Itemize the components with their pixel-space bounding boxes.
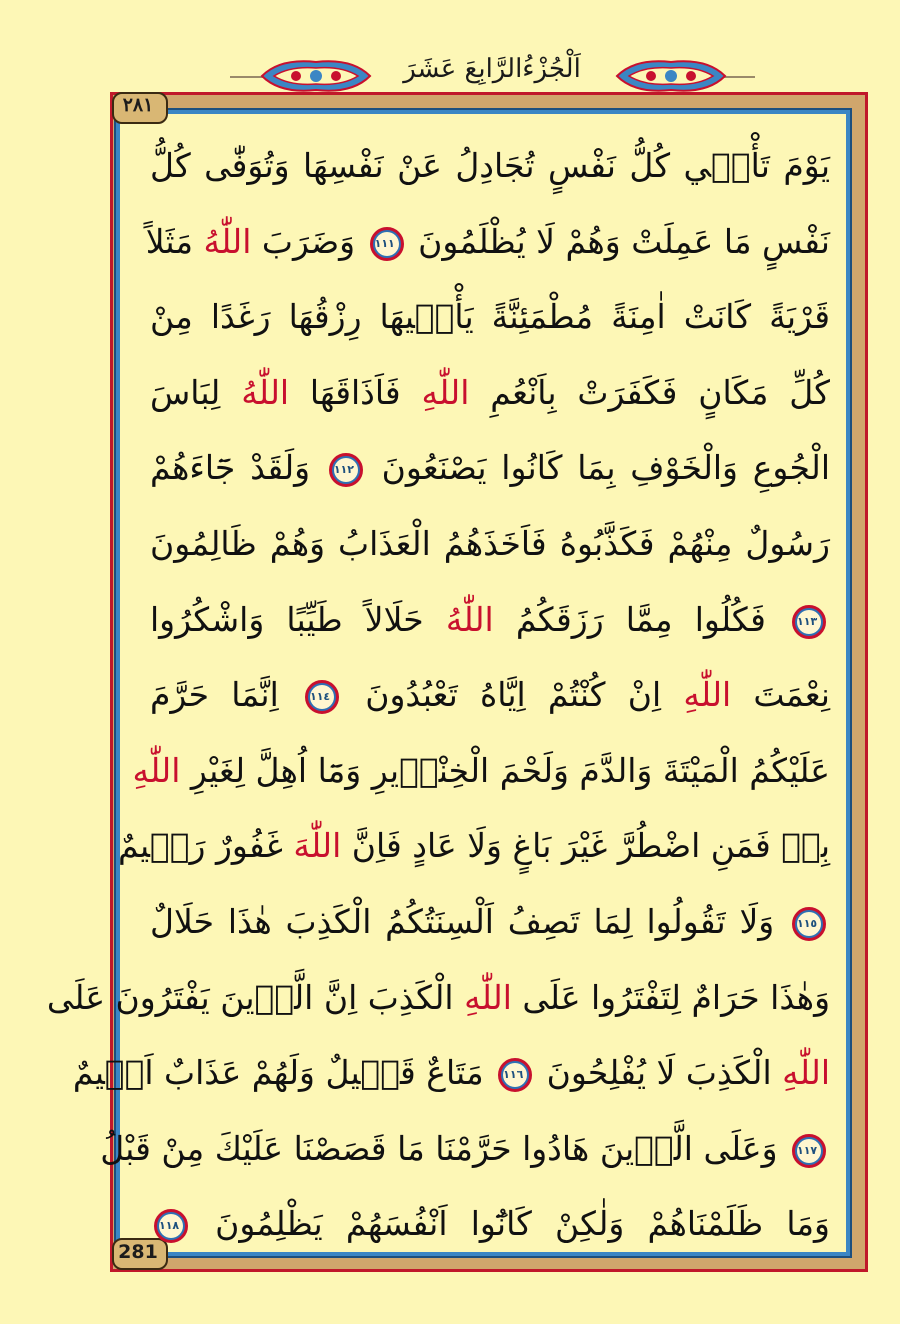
text-segment: وَعَلَى الَّذ۪ينَ هَادُوا حَرَّمْنَا مَا قَصَصْنَا عَلَيْكَ مِنْ قَبْلُ xyxy=(100,1128,788,1168)
text-line-2 xyxy=(145,204,830,280)
text-segment: اِنَّمَا حَرَّمَ xyxy=(150,675,301,715)
text-segment: نِعْمَتَ xyxy=(731,675,830,715)
text-segment: بِه۪ فَمَنِ اضْطُرَّ غَيْرَ بَاغٍ وَلَا عَادٍ فَاِنَّ xyxy=(341,826,830,866)
text-line-15 xyxy=(150,1186,830,1262)
text-segment: رَسُولٌ مِنْهُمْ فَكَذَّبُوهُ فَاَخَذَهُمُ الْعَذَابُ وَهُمْ ظَالِمُونَ xyxy=(150,523,830,563)
text-segment: الْكَذِبَ لَا يُفْلِحُونَ xyxy=(536,1053,783,1093)
text-segment: نَفْسٍ مَا عَمِلَتْ وَهُمْ لَا يُظْلَمُونَ xyxy=(407,221,830,261)
text-segment: وَمَا ظَلَمْنَاهُمْ وَلٰكِنْ كَانُٓوا اَنْفُسَهُمْ يَظْلِمُونَ xyxy=(192,1204,830,1244)
header-ornament-left-icon xyxy=(260,56,372,96)
verse-number: ١١٧ xyxy=(797,1139,821,1163)
text-line-5 xyxy=(150,430,830,506)
divine-name: اللّٰهُ xyxy=(203,221,252,261)
text-line-10 xyxy=(118,808,830,884)
text-line-6 xyxy=(150,506,830,582)
text-line-7 xyxy=(150,582,830,658)
divine-name: اللّٰهُ xyxy=(445,599,494,639)
text-segment: الْجُوعِ وَالْخَوْفِ بِمَا كَانُوا يَصْنَعُونَ xyxy=(366,448,831,488)
verse-end-marker-icon xyxy=(792,605,826,639)
verse-number: ١١٨ xyxy=(159,1214,183,1238)
text-segment: قَرْيَةً كَانَتْ اٰمِنَةً مُطْمَئِنَّةً يَأْت۪يهَا رِزْقُهَا رَغَدًا مِنْ xyxy=(150,297,830,337)
text-line-8 xyxy=(150,657,830,733)
text-line-11 xyxy=(150,884,830,960)
divine-name: اللّٰهُ xyxy=(241,372,290,412)
text-segment: حَلَالاً طَيِّبًا وَاشْكُرُوا xyxy=(150,599,446,639)
juz-title: اَلْجُزْءُالرَّابِعَ عَشَرَ xyxy=(403,54,581,84)
text-segment: الْكَذِبَ اِنَّ الَّذ۪ينَ يَفْتَرُونَ عَلَى xyxy=(46,977,465,1017)
text-segment: وَلَقَدْ جَٓاءَهُمْ xyxy=(150,448,325,488)
verse-end-marker-icon xyxy=(329,453,363,487)
verse-number: ١١٢ xyxy=(334,458,358,482)
text-segment: مَثَلاً xyxy=(145,221,204,261)
text-segment: وَلَا تَقُولُوا لِمَا تَصِفُ اَلْسِنَتُكُمُ الْكَذِبَ هٰذَا حَلَالٌ xyxy=(150,901,788,941)
divine-name: اللّٰهِ xyxy=(132,750,181,790)
text-line-3 xyxy=(150,279,830,355)
text-segment: فَكُلُوا مِمَّا رَزَقَكُمُ xyxy=(493,599,789,639)
text-segment: وَهٰذَا حَرَامٌ لِتَفْتَرُوا عَلَى xyxy=(511,977,830,1017)
text-segment: وَضَرَبَ xyxy=(251,221,366,261)
divine-name: اللّٰهِ xyxy=(683,675,732,715)
verse-number: ١١٣ xyxy=(797,610,821,634)
text-segment: لِبَاسَ xyxy=(150,372,242,412)
verse-end-marker-icon xyxy=(792,907,826,941)
page-number-latin: 281 xyxy=(118,1241,158,1263)
text-segment: مَتَاعٌ قَل۪يلٌ وَلَهُمْ عَذَابٌ اَل۪يمٌ xyxy=(72,1053,495,1093)
divine-name: اللّٰهَ xyxy=(293,826,342,866)
page-number-arabic: ٢٨١ xyxy=(122,94,154,116)
text-line-9 xyxy=(132,733,830,809)
text-segment: يَوْمَ تَأْت۪ي كُلُّ نَفْسٍ تُجَادِلُ عَنْ نَفْسِهَا وَتُوَفّٰى كُلُّ xyxy=(150,146,830,185)
verse-end-marker-icon xyxy=(305,680,339,714)
divine-name: اللّٰهِ xyxy=(421,372,470,412)
text-line-12 xyxy=(46,960,830,1036)
verse-end-marker-icon xyxy=(498,1058,532,1092)
verse-end-marker-icon xyxy=(370,227,404,261)
divine-name: اللّٰهِ xyxy=(464,977,512,1017)
verse-end-marker-icon xyxy=(154,1209,188,1243)
text-line-4 xyxy=(150,355,830,431)
verse-number: ١١٦ xyxy=(503,1063,527,1087)
verse-number: ١١٤ xyxy=(310,685,334,709)
text-segment: غَفُورٌ رَح۪يمٌ xyxy=(118,826,294,866)
text-segment: اِنْ كُنْتُمْ اِيَّاهُ تَعْبُدُونَ xyxy=(342,675,684,715)
header-ornament-right-icon xyxy=(615,56,727,96)
text-line-1 xyxy=(150,128,830,204)
divine-name: اللّٰهِ xyxy=(782,1053,830,1093)
verse-number: ١١١ xyxy=(375,232,399,256)
verse-end-marker-icon xyxy=(792,1134,826,1168)
verse-number: ١١٥ xyxy=(797,912,821,936)
text-line-13 xyxy=(72,1035,830,1111)
text-segment: كُلِّ مَكَانٍ فَكَفَرَتْ بِاَنْعُمِ xyxy=(469,372,830,412)
text-line-14 xyxy=(100,1111,830,1187)
text-segment: عَلَيْكُمُ الْمَيْتَةَ وَالدَّمَ وَلَحْمَ الْخِنْز۪يرِ وَمَٓا اُهِلَّ لِغَيْرِ xyxy=(180,750,830,790)
text-segment: فَاَذَاقَهَا xyxy=(289,372,422,412)
